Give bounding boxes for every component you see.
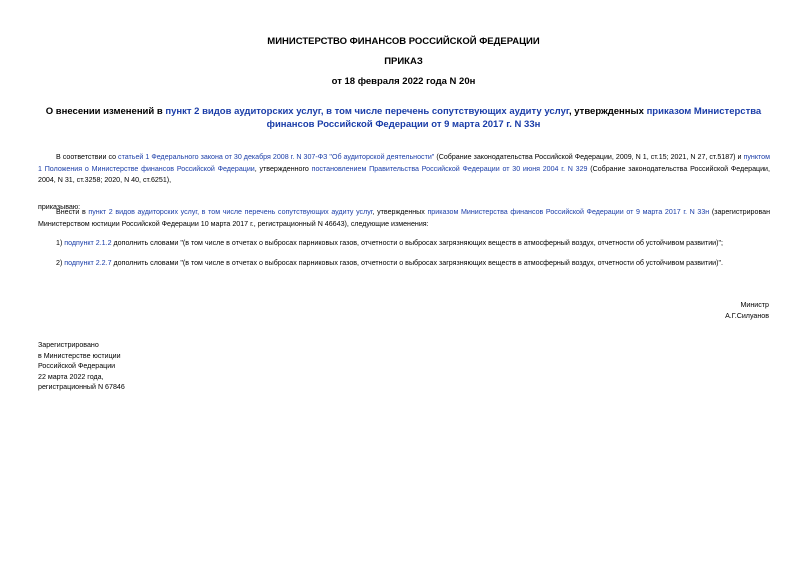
item-2-text: дополнить словами "(в том числе в отчетах о выбросах парниковых газов, отчетности о выбросах загрязняющих веществ в атмосферный воздух, отчетности об устойчивом развитии)". xyxy=(111,259,723,267)
item-1-text: дополнить словами "(в том числе в отчетах о выбросах парниковых газов, отчетности о выбросах загрязняющих веществ в атмосферный воздух, отчетности об устойчивом развитии)"; xyxy=(111,239,723,247)
item-1-number: 1) xyxy=(56,239,65,247)
document-type-heading: ПРИКАЗ xyxy=(384,56,423,67)
registration-line: 22 марта 2022 года, xyxy=(38,372,104,381)
link-subpoint-2-2-7[interactable]: подпункт 2.2.7 xyxy=(64,259,112,267)
document-title xyxy=(40,106,767,131)
preamble-text-2: (Собрание законодательства Российской Федерации, 2009, N 1, ст.15; 2021, N 27, ст.5187) и xyxy=(434,153,744,161)
registration-line: регистрационный N 67846 xyxy=(38,383,125,391)
amendment-text-1: Внести в xyxy=(56,208,89,216)
link-ministry-regulation[interactable]: пунктом 1 Положения о Министерстве финансов Российской Федерации xyxy=(38,153,770,173)
amendment-text-2: , утвержденных xyxy=(372,208,428,216)
title-text-2: , утвержденных xyxy=(568,106,647,117)
item-2-number: 2) xyxy=(56,259,65,267)
amendment-item-2 xyxy=(38,258,770,270)
amendment-paragraph xyxy=(38,207,770,230)
link-subpoint-2-1-2[interactable]: подпункт 2.1.2 xyxy=(64,239,112,247)
preamble-text-4: (Собрание законодательства Российской Федерации, 2004, N 31, ст.3258; 2020, N 40, ст.6251), xyxy=(38,164,770,184)
amendment-text-3: (зарегистрирован Министерством юстиции Российской Федерации 10 марта 2017 г., регистрационный N 46643), следующие изменения: xyxy=(38,208,770,228)
link-order-33n[interactable]: приказом Министерства финансов Российской Федерации от 9 марта 2017 г. N 33н xyxy=(427,208,710,216)
registration-block xyxy=(38,340,125,393)
preamble-text-3: , утвержденного xyxy=(254,164,312,173)
ministry-heading: МИНИСТЕРСТВО ФИНАНСОВ РОССИЙСКОЙ ФЕДЕРАЦИИ xyxy=(267,36,540,47)
title-link-services[interactable]: пункт 2 видов аудиторских услуг, в том числе перечень сопутствующих аудиту услуг xyxy=(165,106,569,117)
registration-line: Российской Федерации xyxy=(38,362,116,370)
date-number-heading: от 18 февраля 2022 года N 20н xyxy=(331,76,476,87)
signature-name: А.Г.Силуанов xyxy=(725,312,769,320)
preamble-paragraph xyxy=(38,152,770,187)
link-audit-law[interactable]: статьей 1 Федерального закона от 30 декабря 2008 г. N 307-ФЗ "Об аудиторской деятельности" xyxy=(118,153,435,161)
registration-line: в Министерстве юстиции xyxy=(38,351,121,360)
link-government-resolution[interactable]: постановлением Правительства Российской Федерации от 30 июня 2004 г. N 329 xyxy=(311,164,588,173)
title-link-order[interactable]: приказом Министерства финансов Российской Федерации от 9 марта 2017 г. N 33н xyxy=(266,106,762,130)
signature-position: Министр xyxy=(740,301,769,309)
registration-line: Зарегистрировано xyxy=(38,341,99,349)
preamble-text-1: В соответствии со xyxy=(56,153,119,161)
amendment-item-1 xyxy=(38,238,770,250)
title-text-1: О внесении изменений в xyxy=(45,106,166,117)
link-services-point[interactable]: пункт 2 видов аудиторских услуг, в том числе перечень сопутствующих аудиту услуг xyxy=(88,208,373,216)
order-word: приказываю: xyxy=(38,203,81,211)
